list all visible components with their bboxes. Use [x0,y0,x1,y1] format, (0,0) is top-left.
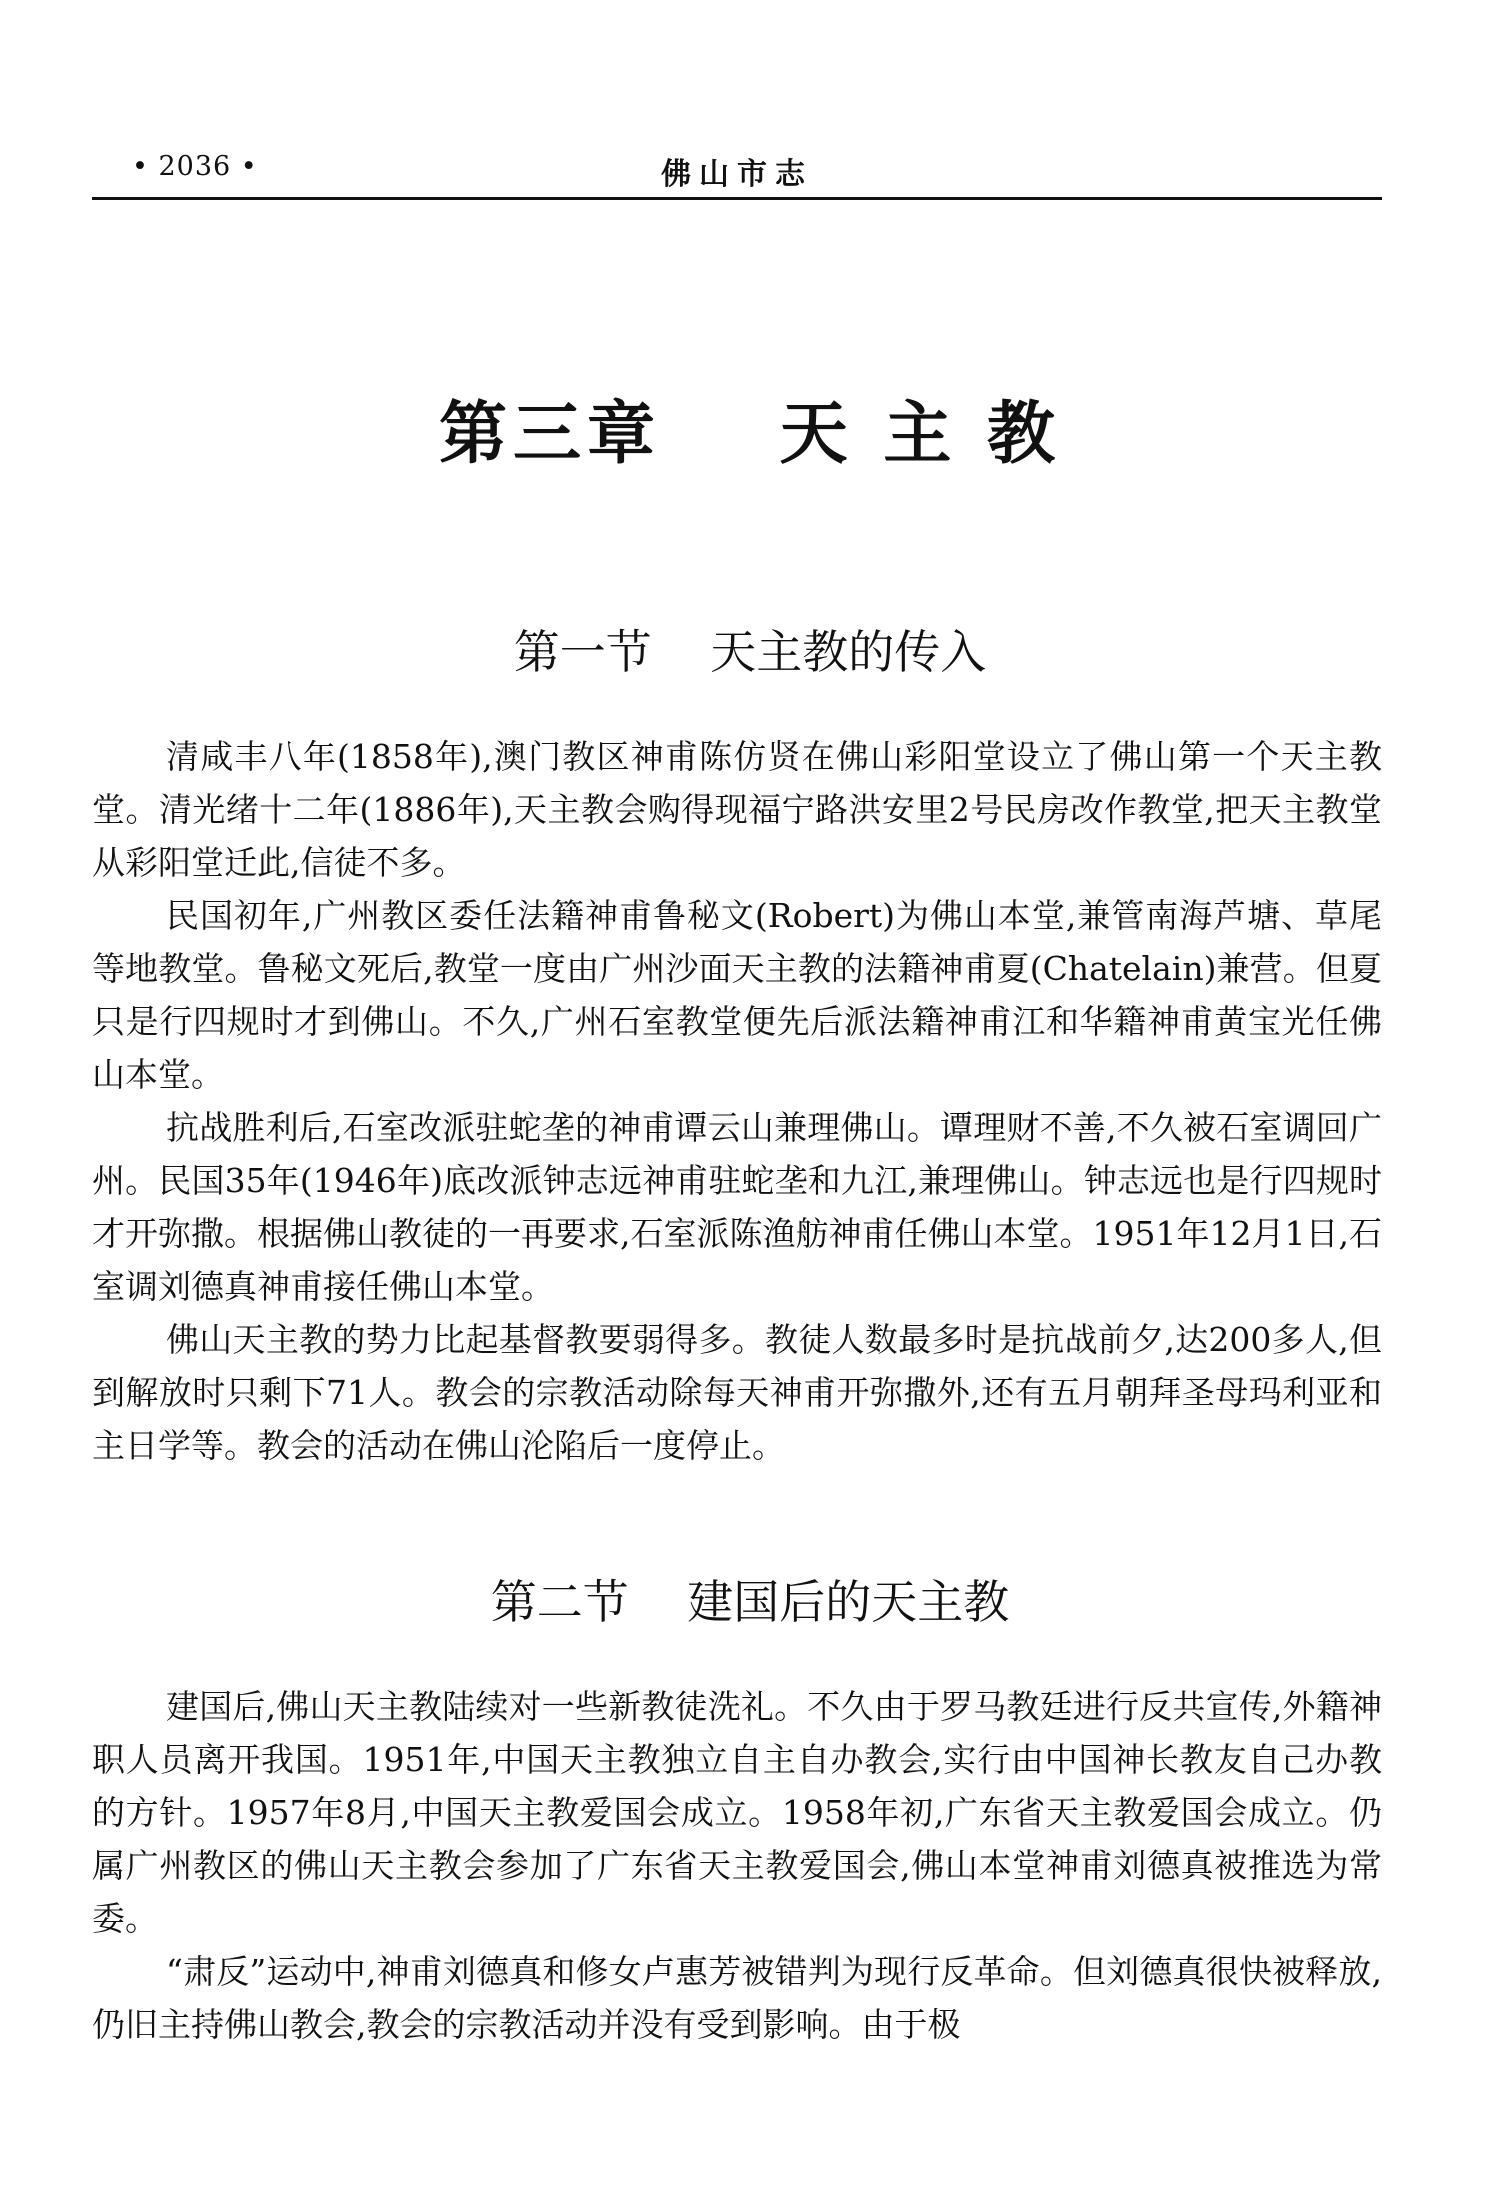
section-2-body [92,1680,1382,2051]
page-number: • 2036 • [132,151,258,182]
paragraph: “肃反”运动中,神甫刘德真和修女卢惠芳被错判为现行反革命。但刘德真很快被释放,仍旧主持佛山教会,教会的宗教活动并没有受到影响。由于极 [92,1952,1382,2044]
section-title-1: 第一节 天主教的传入 [513,625,987,679]
paragraph: 清咸丰八年(1858年),澳门教区神甫陈仿贤在佛山彩阳堂设立了佛山第一个天主教堂。清光绪十二年(1886年),天主教会购得现福宁路洪安里2号民房改作教堂,把天主教堂从彩阳堂迁此,信徒不多。 [92,737,1382,882]
paragraph: 民国初年,广州教区委任法籍神甫鲁秘文(Robert)为佛山本堂,兼管南海芦塘、草尾等地教堂。鲁秘文死后,教堂一度由广州沙面天主教的法籍神甫夏(Chatelain)兼营。但夏只是行四规时才到佛山。不久,广州石室教堂便先后派法籍神甫江和华籍神甫黄宝光任佛山本堂。 [92,896,1382,1094]
paragraph: 抗战胜利后,石室改派驻蛇垄的神甫谭云山兼理佛山。谭理财不善,不久被石室调回广州。民国35年(1946年)底改派钟志远神甫驻蛇垄和九江,兼理佛山。钟志远也是行四规时才开弥撒。根据佛山教徒的一再要求,石室派陈渔舫神甫任佛山本堂。1951年12月1日,石室调刘德真神甫接任佛山本堂。 [92,1108,1382,1306]
page-header [92,145,1382,197]
paragraph: 建国后,佛山天主教陆续对一些新教徒洗礼。不久由于罗马教廷进行反共宣传,外籍神职人员离开我国。1951年,中国天主教独立自主自办教会,实行由中国神长教友自己办教 的方针。1957年8月,中国天主教爱国会成立。1958年初,广东省天主教爱国会成立。仍属广州教区的佛山天主教会参加了广东省天主教爱国会,佛山本堂神甫刘德真被推选为常委。 [92,1687,1382,1938]
section-1-body [92,730,1382,1472]
header-rule [92,197,1382,200]
chapter-title: 第三章 天 主 教 [438,395,1062,474]
paragraph: 佛山天主教的势力比起基督教要弱得多。教徒人数最多时是抗战前夕,达200多人,但到解放时只剩下71人。教会的宗教活动除每天神甫开弥撒外,还有五月朝拜圣母玛利亚和主日学等。教会的活动在佛山沦陷后一度停止。 [92,1320,1382,1465]
running-title: 佛山市志 [661,157,813,192]
section-title-2: 第二节 建国后的天主教 [490,1575,1010,1629]
